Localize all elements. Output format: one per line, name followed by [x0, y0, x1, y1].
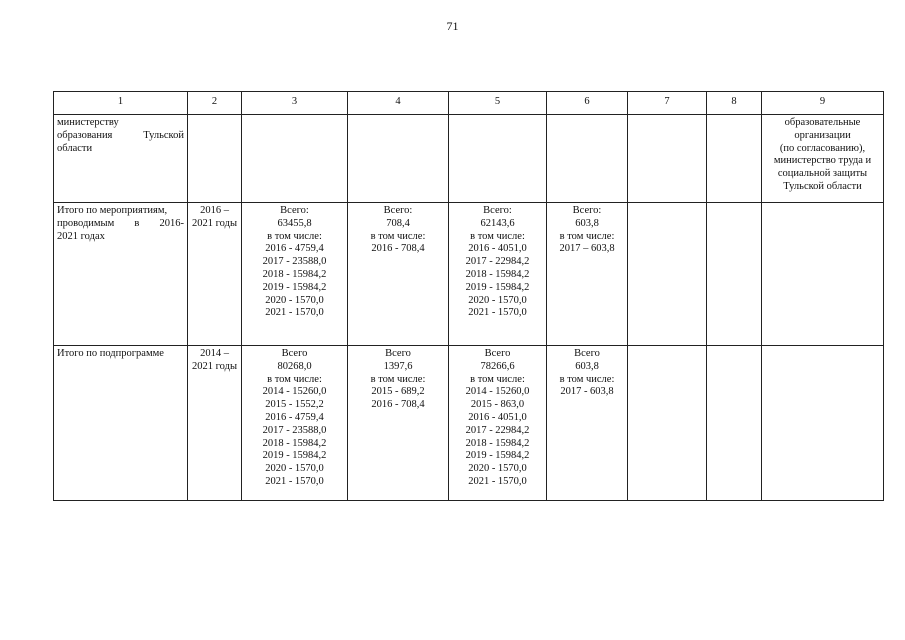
funding-regional-cell: [449, 203, 547, 346]
empty-cell: [628, 203, 707, 346]
column-header: 8: [707, 92, 762, 115]
responsible-cell: [54, 115, 188, 203]
cell-line: 603,8: [575, 217, 599, 229]
cell-line: [57, 348, 184, 361]
cell-line: 1397,6: [383, 360, 413, 372]
cell-line: 2016 - 4051,0: [468, 411, 527, 423]
cell-line: в том числе:: [267, 373, 322, 385]
cell-word: проводимым: [57, 217, 115, 229]
cell-line: [57, 205, 184, 218]
cell-line: 603,8: [575, 360, 599, 372]
cell-line: 2016 - 4759,4: [265, 243, 324, 255]
period-cell: [188, 203, 242, 346]
cell-line: 2017 – 603,8: [559, 243, 615, 255]
column-header: 6: [547, 92, 628, 115]
cell-line: Всего: [385, 348, 411, 359]
cell-line: 2017 - 603,8: [560, 386, 614, 398]
cell-line: 2021 - 1570,0: [265, 307, 324, 319]
row-title-cell: [54, 203, 188, 346]
cell-line: [57, 130, 184, 143]
cell-line: 2019 - 15984,2: [262, 450, 327, 462]
table-row-subprogram-total: [54, 346, 884, 501]
cell-line: в том числе:: [559, 230, 615, 242]
cell-line: 2015 - 1552,2: [265, 399, 324, 411]
cell-line: 2019 - 15984,2: [262, 281, 327, 293]
row-title-cell: [54, 346, 188, 501]
cell-line: 2021 - 1570,0: [468, 307, 527, 319]
column-header: 4: [348, 92, 449, 115]
cell-line: 2017 - 23588,0: [262, 424, 327, 436]
cell-line: Всего:: [280, 205, 309, 216]
cell-word: министерству: [57, 117, 119, 128]
cell-line: 2016 - 4759,4: [265, 411, 324, 423]
funding-regional-cell: [449, 346, 547, 501]
coexecutors-cell: [762, 115, 884, 203]
cell-line: 708,4: [386, 217, 410, 229]
cell-line: 2014 –: [200, 348, 229, 359]
page-number: 71: [446, 19, 459, 33]
cell-line: Всего: [574, 348, 600, 359]
cell-word: Итого по мероприятиям,: [57, 205, 168, 216]
funding-total-cell: [242, 203, 348, 346]
cell-line: 80268,0: [277, 360, 312, 372]
cell-word: Итого по подпрограмме: [57, 348, 164, 359]
funding-municipal-cell: [547, 203, 628, 346]
cell-line: в том числе:: [470, 373, 525, 385]
cell-line: 2018 - 15984,2: [262, 268, 327, 280]
funding-federal-cell: [348, 346, 449, 501]
cell-line: организации: [794, 129, 851, 141]
cell-line: 2020 - 1570,0: [468, 294, 527, 306]
cell-line: 2016 –: [200, 205, 229, 216]
cell-line: 2017 - 22984,2: [465, 424, 530, 436]
cell-word: 2021 годах: [57, 230, 105, 242]
cell-line: в том числе:: [370, 373, 426, 385]
column-header: 3: [242, 92, 348, 115]
cell-line: [57, 117, 184, 130]
cell-line: 2014 - 15260,0: [262, 386, 327, 398]
cell-line: 63455,8: [277, 217, 312, 229]
cell-line: 2021 - 1570,0: [468, 475, 527, 487]
empty-cell: [707, 115, 762, 203]
cell-line: 2017 - 22984,2: [465, 256, 530, 268]
column-header: 1: [54, 92, 188, 115]
funding-total-cell: [242, 346, 348, 501]
cell-word: Тульской: [143, 129, 184, 141]
cell-word: 2016-: [159, 217, 184, 229]
empty-cell: [348, 115, 449, 203]
cell-line: 2019 - 15984,2: [465, 281, 530, 293]
cell-line: социальной защиты: [777, 168, 868, 180]
cell-line: образовательные: [784, 117, 861, 128]
cell-line: 2021 - 1570,0: [265, 475, 324, 487]
cell-line: 2019 - 15984,2: [465, 450, 530, 462]
table-row-continuation: [54, 115, 884, 203]
cell-line: 2015 - 689,2: [371, 386, 425, 398]
cell-word: в: [134, 217, 140, 229]
funding-federal-cell: [348, 203, 449, 346]
cell-line: Тульской области: [783, 180, 862, 192]
cell-word: области: [57, 142, 93, 154]
cell-line: 2016 - 4051,0: [468, 243, 527, 255]
empty-cell: [242, 115, 348, 203]
column-header: 9: [762, 92, 884, 115]
cell-line: Всего: [281, 348, 308, 359]
empty-cell: [628, 346, 707, 501]
cell-line: [57, 231, 184, 244]
cell-line: 2016 - 708,4: [371, 243, 425, 255]
cell-line: в том числе:: [470, 230, 525, 242]
cell-line: 2014 - 15260,0: [465, 386, 530, 398]
cell-line: (по согласованию),: [779, 142, 866, 154]
cell-line: в том числе:: [559, 373, 615, 385]
empty-cell: [707, 203, 762, 346]
empty-cell: [449, 115, 547, 203]
table-header-row: [54, 92, 884, 115]
funding-municipal-cell: [547, 346, 628, 501]
empty-cell: [762, 346, 884, 501]
empty-cell: [188, 115, 242, 203]
cell-line: 2020 - 1570,0: [468, 463, 527, 475]
cell-line: 2021 годы: [191, 360, 237, 372]
cell-line: 2020 - 1570,0: [265, 294, 324, 306]
empty-cell: [707, 346, 762, 501]
cell-line: 62143,6: [480, 217, 515, 229]
column-header: 2: [188, 92, 242, 115]
cell-line: Всего:: [572, 205, 602, 216]
cell-line: министерство труда и: [773, 155, 872, 167]
cell-line: Всего:: [483, 205, 512, 216]
empty-cell: [628, 115, 707, 203]
column-header: 5: [449, 92, 547, 115]
empty-cell: [547, 115, 628, 203]
cell-line: 2021 годы: [191, 217, 237, 229]
cell-line: в том числе:: [267, 230, 322, 242]
cell-line: Всего:: [383, 205, 413, 216]
cell-line: 2018 - 15984,2: [465, 268, 530, 280]
budget-table: [53, 91, 884, 501]
cell-line: 78266,6: [480, 360, 515, 372]
cell-line: 2018 - 15984,2: [262, 437, 327, 449]
cell-line: [57, 218, 184, 231]
cell-line: 2017 - 23588,0: [262, 256, 327, 268]
cell-line: Всего: [484, 348, 511, 359]
cell-line: 2016 - 708,4: [371, 399, 425, 411]
period-cell: [188, 346, 242, 501]
cell-line: в том числе:: [370, 230, 426, 242]
cell-line: 2015 - 863,0: [470, 399, 525, 411]
cell-line: 2020 - 1570,0: [265, 463, 324, 475]
empty-cell: [762, 203, 884, 346]
cell-word: образования: [57, 129, 113, 141]
cell-line: 2018 - 15984,2: [465, 437, 530, 449]
table-row-events-total: [54, 203, 884, 346]
cell-line: [57, 143, 184, 156]
column-header: 7: [628, 92, 707, 115]
